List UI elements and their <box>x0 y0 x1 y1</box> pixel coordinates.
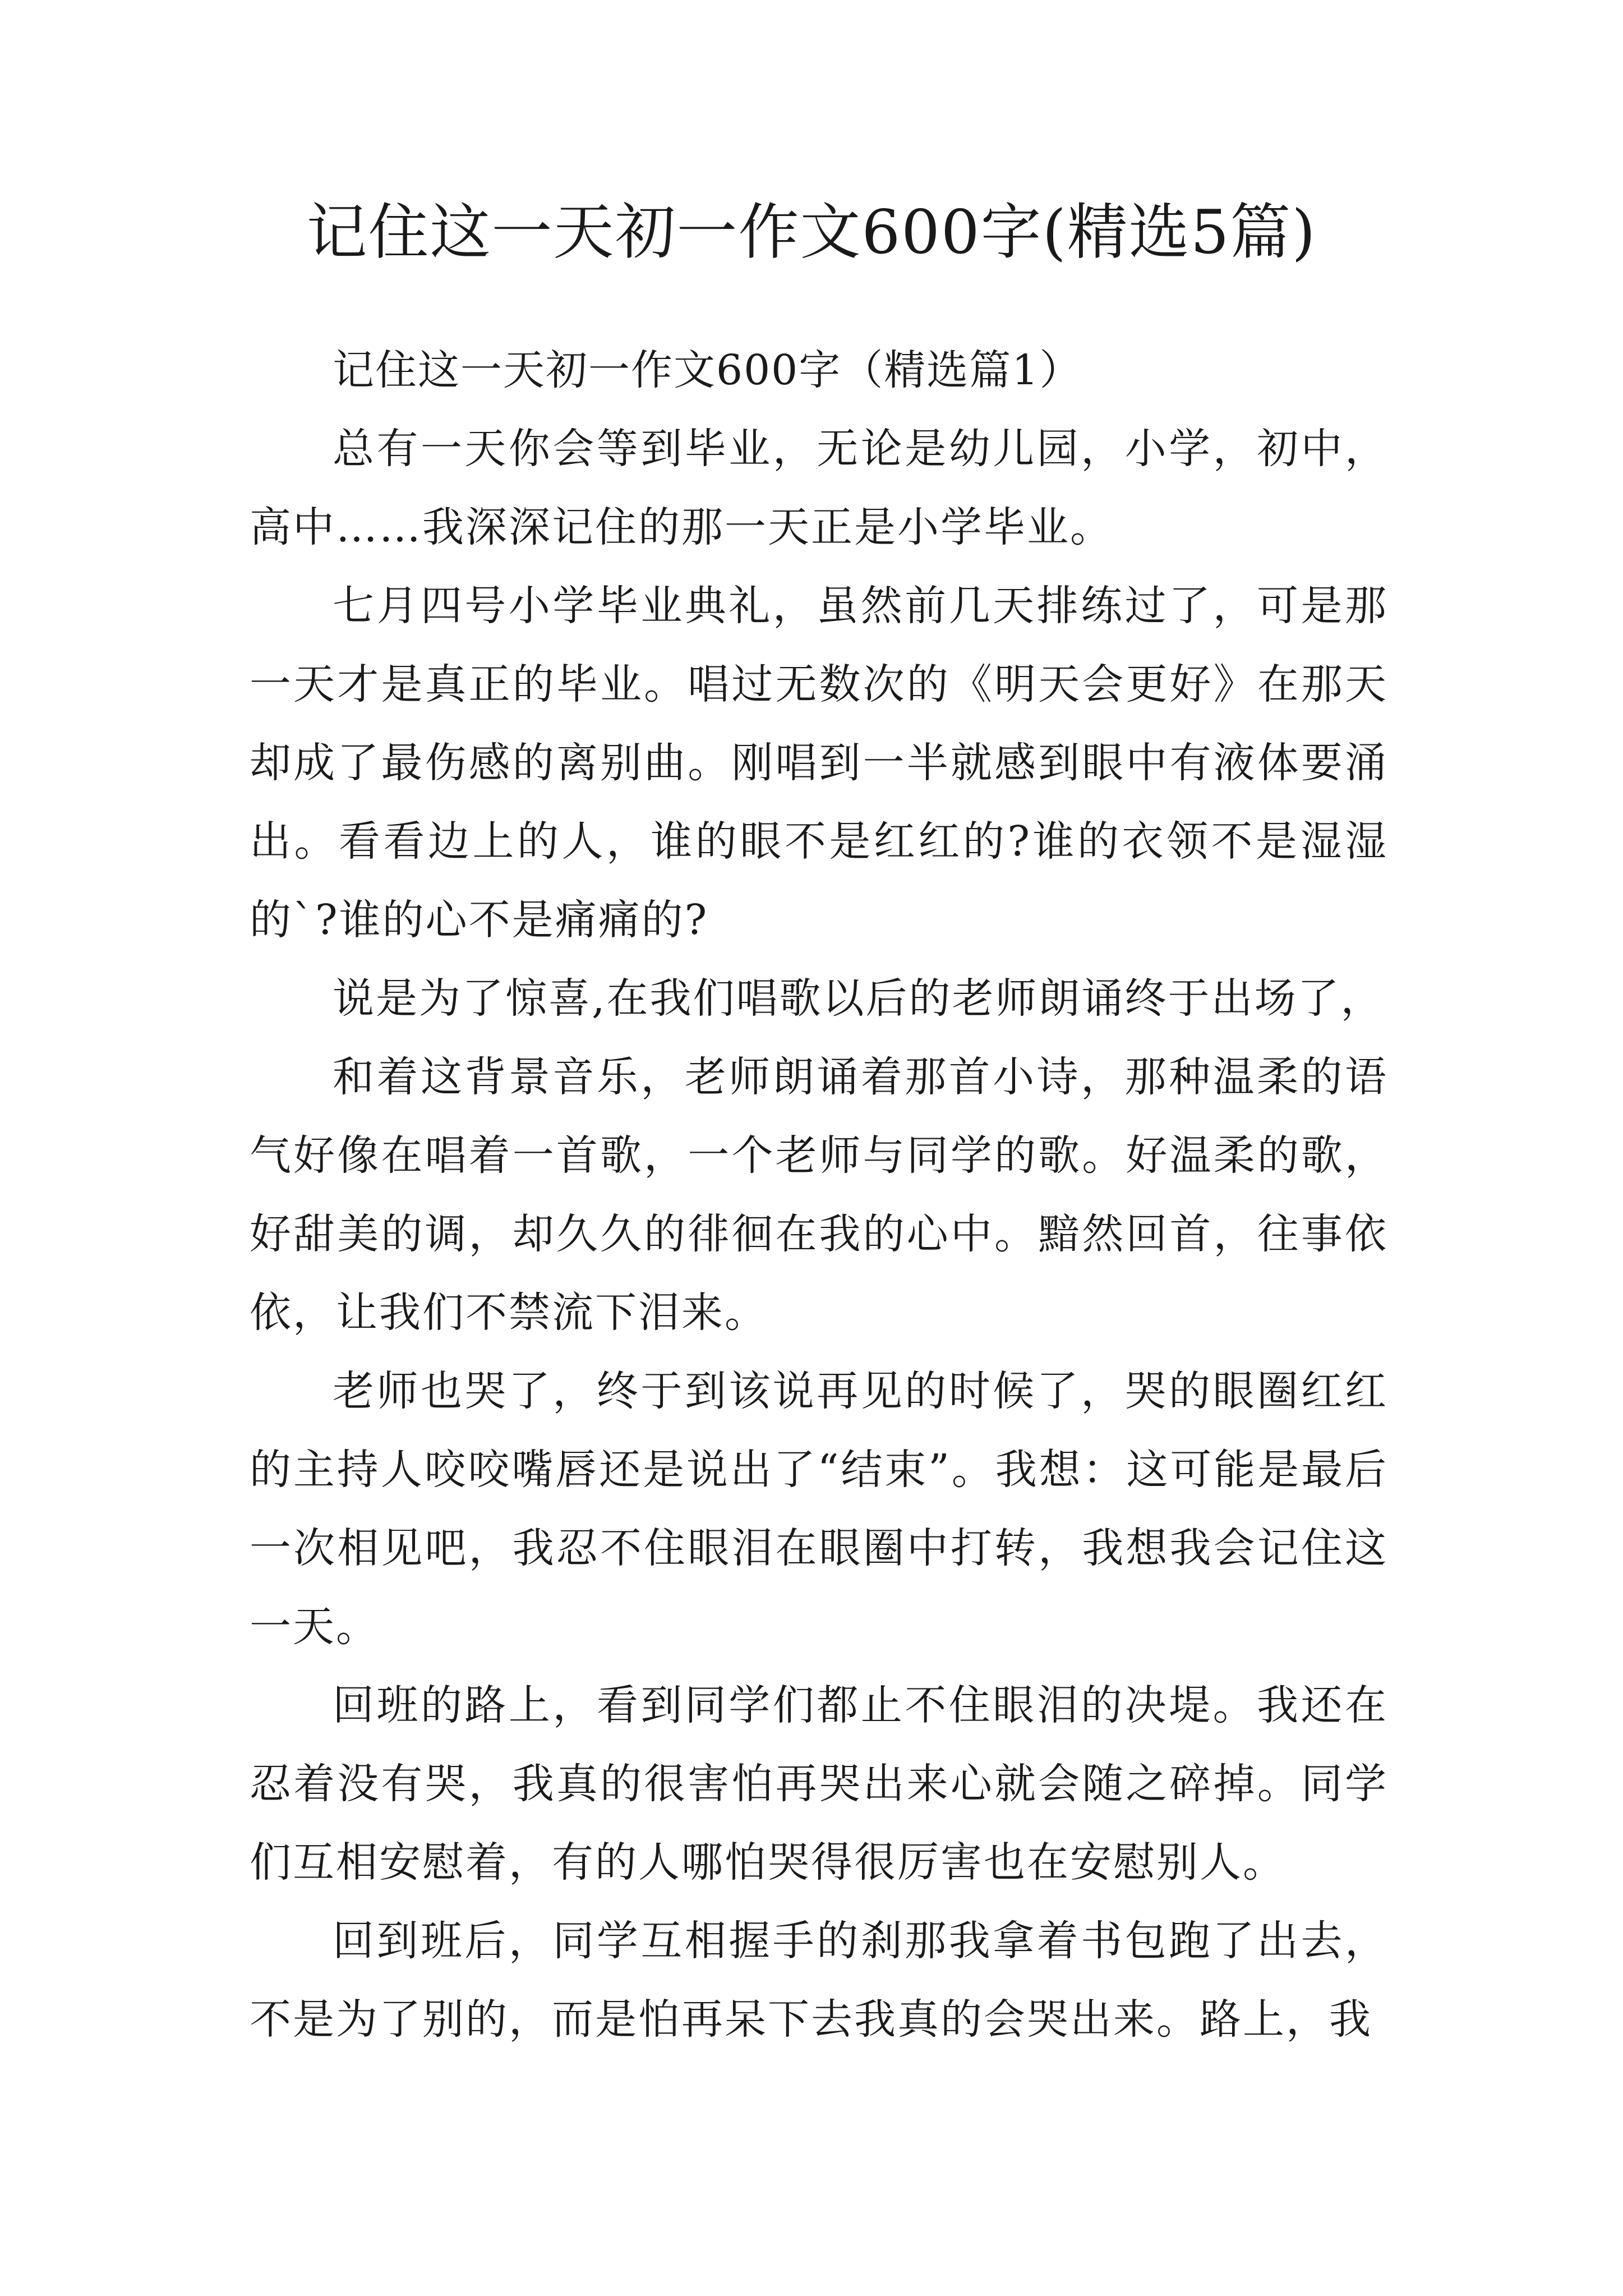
paragraph: 回班的路上，看到同学们都止不住眼泪的决堤。我还在忍着没有哭，我真的很害怕再哭出来心就会随之碎掉。同学们互相安慰着，有的人哪怕哭得很厉害也在安慰别人。 <box>250 1681 1388 1887</box>
paragraph: 说是为了惊喜,在我们唱歌以后的老师朗诵终于出场了， <box>333 974 1384 1023</box>
paragraph: 老师也哭了，终于到该说再见的时候了，哭的眼圈红红的主持人咬咬嘴唇还是说出了“结束”。我想：这可能是最后一次相见吧，我忍不住眼泪在眼圈中打转，我想我会记住这一天。 <box>250 1367 1388 1651</box>
paragraph: 七月四号小学毕业典礼，虽然前几天排练过了，可是那一天才是真正的毕业。唱过无数次的《明天会更好》在那天却成了最伤感的离别曲。刚唱到一半就感到眼中有液体要涌出。看看边上的人，谁的眼不是红红的?谁的衣领不是湿湿的`?谁的心不是痛痛的? <box>250 582 1388 944</box>
paragraph: 总有一天你会等到毕业，无论是幼儿园，小学，初中，高中……我深深记住的那一天正是小学毕业。 <box>250 425 1388 551</box>
document-body <box>250 331 1388 2059</box>
section-heading: 记住这一天初一作文600字（精选篇1） <box>333 346 1082 394</box>
document-title: 记住这一天初一作文600字(精选5篇) <box>306 197 1317 268</box>
paragraph: 和着这背景音乐，老师朗诵着那首小诗，那种温柔的语气好像在唱着一首歌，一个老师与同学的歌。好温柔的歌，好甜美的调，却久久的徘徊在我的心中。黯然回首，往事依依，让我们不禁流下泪来。 <box>250 1053 1388 1337</box>
paragraph: 回到班后，同学互相握手的刹那我拿着书包跑了出去，不是为了别的，而是怕再呆下去我真的会哭出来。路上，我 <box>250 1917 1388 2044</box>
